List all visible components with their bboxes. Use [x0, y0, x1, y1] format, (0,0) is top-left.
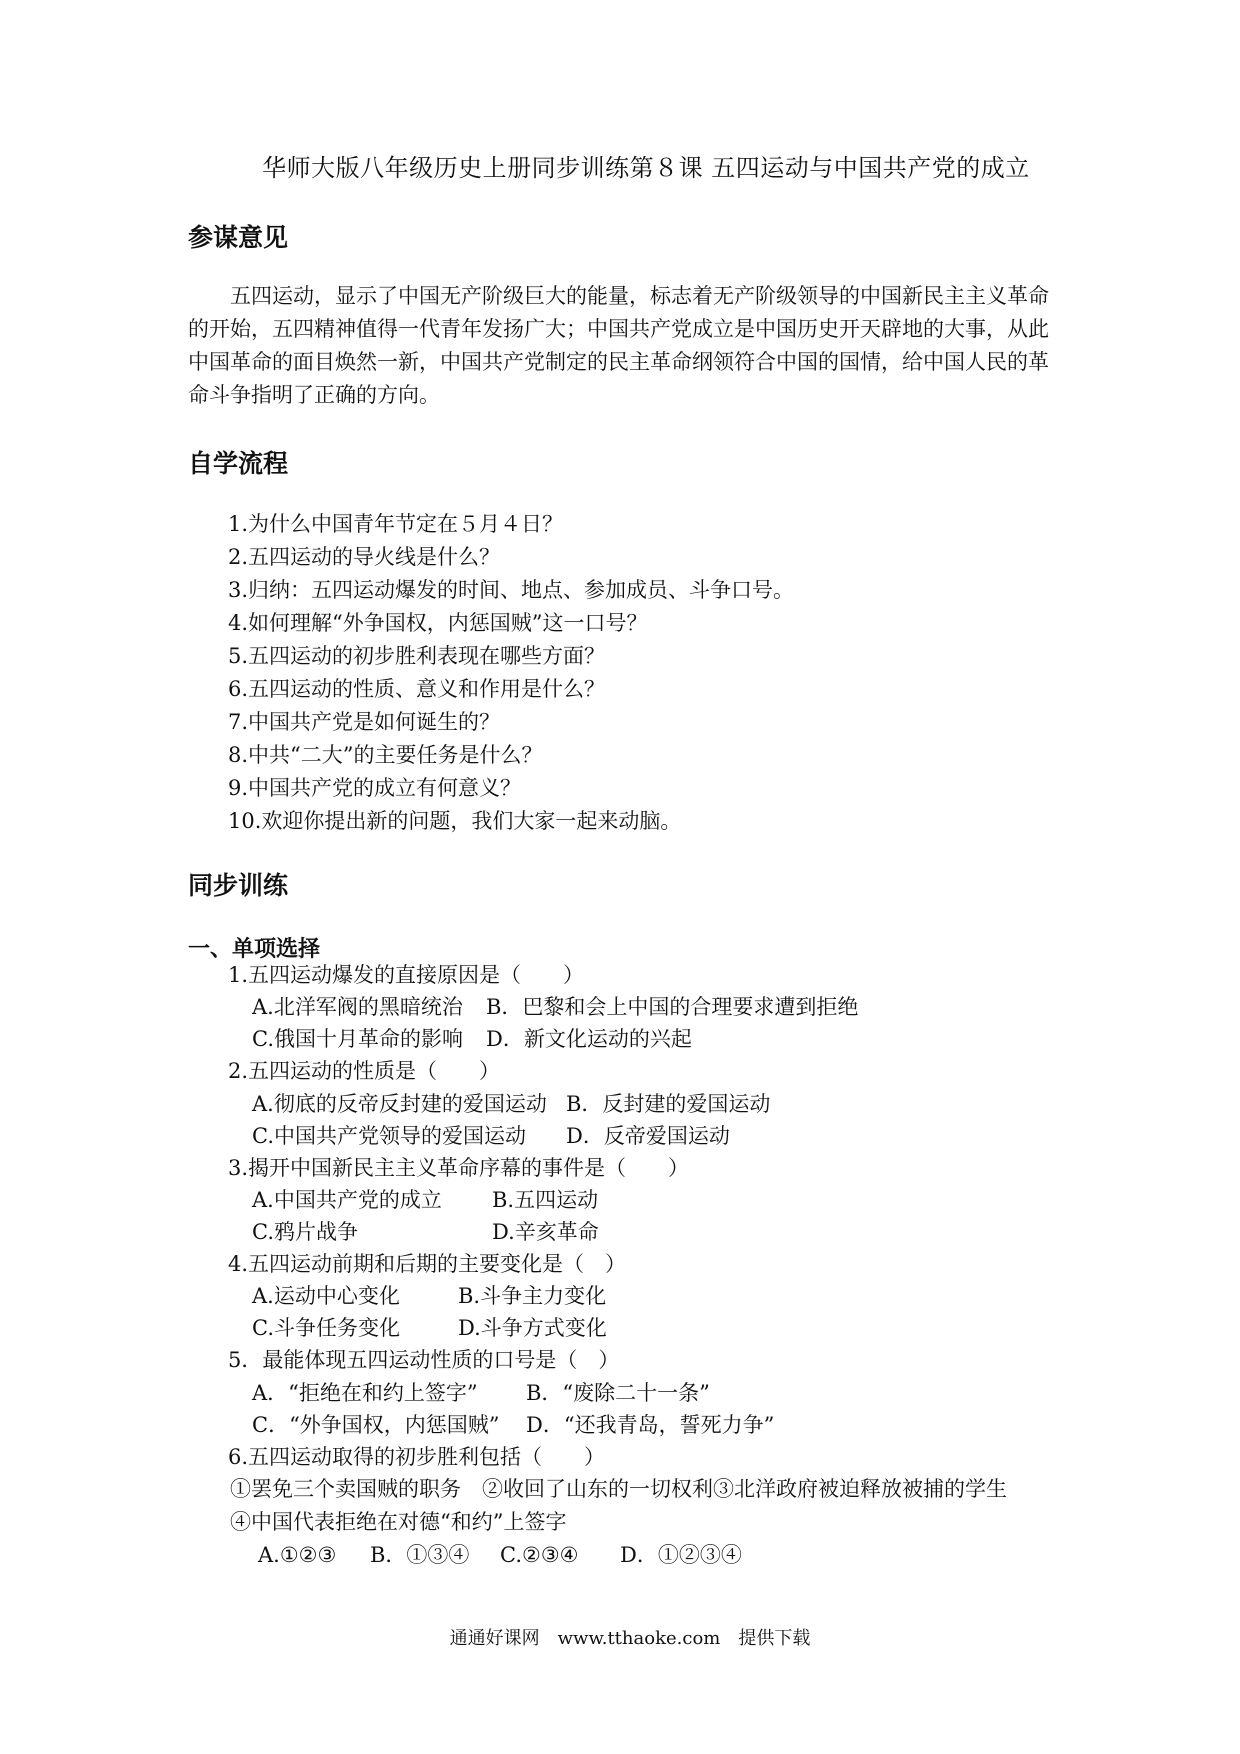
q6-option-a: A.①②③	[258, 1543, 337, 1567]
list-item: 8.中共“二大”的主要任务是什么？	[228, 743, 543, 767]
list-item: 1.为什么中国青年节定在５月４日？	[228, 512, 564, 536]
q3-option-a: A.中国共产党的成立	[252, 1188, 442, 1212]
q2-option-b: B．反封建的爱国运动	[566, 1092, 771, 1116]
q5-option-d: D．“还我青岛，誓死力争”	[526, 1413, 775, 1437]
q6-option-b: B．①③④	[370, 1543, 470, 1567]
list-item: 3.归纳：五四运动爆发的时间、地点、参加成员、斗争口号。	[228, 578, 795, 602]
q3-option-c: C.鸦片战争	[252, 1220, 358, 1244]
advice-paragraph: 五四运动，显示了中国无产阶级巨大的能量，标志着无产阶级领导的中国新民主主义革命的开始，五四精神值得一代青年发扬广大；中国共产党成立是中国历史开天辟地的大事，从此中国革命的面目焕然一新，中国共产党制定的民主革命纲领符合中国的国情，给中国人民的革命斗争指明了正确的方向。	[188, 284, 1049, 407]
q3-stem: 3.揭开中国新民主主义革命序幕的事件是（ ）	[228, 1156, 690, 1180]
q2-option-c: C.中国共产党领导的爱国运动	[252, 1124, 526, 1148]
section-heading-self-study: 自学流程	[188, 449, 289, 478]
self-study-list	[228, 508, 794, 838]
q6-option-c: C.②③④	[500, 1543, 579, 1567]
q1-option-a: A.北洋军阀的黑暗统治	[252, 995, 463, 1019]
list-item: 6.五四运动的性质、意义和作用是什么？	[228, 677, 606, 701]
q4-stem: 4.五四运动前期和后期的主要变化是（ ）	[228, 1252, 627, 1276]
q6-statement-line-2: ④中国代表拒绝在对德“和约”上签字	[230, 1510, 567, 1534]
q2-stem: 2.五四运动的性质是（ ）	[228, 1059, 501, 1083]
q6-option-d: D．①②③④	[620, 1543, 742, 1567]
q4-option-a: A.运动中心变化	[252, 1284, 400, 1308]
page-title: 华师大版八年级历史上册同步训练第８课 五四运动与中国共产党的成立	[262, 154, 1030, 182]
q6-statement-line-1: ①罢免三个卖国贼的职务 ②收回了山东的一切权利③北洋政府被迫释放被捕的学生	[230, 1477, 1007, 1501]
list-item: 7.中国共产党是如何诞生的？	[228, 710, 501, 734]
q5-option-c: C．“外争国权，内惩国贼”	[252, 1413, 500, 1437]
list-item: 10.欢迎你提出新的问题，我们大家一起来动脑。	[228, 809, 682, 833]
q4-option-c: C.斗争任务变化	[252, 1316, 400, 1340]
section-heading-practice: 同步训练	[188, 871, 289, 900]
list-item: 4.如何理解“外争国权，内惩国贼”这一口号？	[228, 611, 648, 635]
q6-stem: 6.五四运动取得的初步胜利包括（ ）	[228, 1445, 606, 1469]
q4-option-d: D.斗争方式变化	[458, 1316, 607, 1340]
list-item: 5.五四运动的初步胜利表现在哪些方面？	[228, 644, 606, 668]
q5-option-b: B．“废除二十一条”	[526, 1381, 710, 1405]
q2-option-d: D．反帝爱国运动	[566, 1124, 730, 1148]
q1-option-d: D．新文化运动的兴起	[486, 1027, 692, 1051]
sub-heading-single-choice: 一、单项选择	[188, 937, 321, 962]
section-heading-advice: 参谋意见	[188, 223, 289, 252]
q2-option-a: A.彻底的反帝反封建的爱国运动	[252, 1092, 547, 1116]
q3-option-d: D.辛亥革命	[492, 1220, 599, 1244]
list-item: 2.五四运动的导火线是什么？	[228, 545, 501, 569]
q1-option-c: C.俄国十月革命的影响	[252, 1027, 463, 1051]
page-footer: 通通好课网 www.tthaoke.com 提供下载	[449, 1628, 811, 1649]
list-item: 9.中国共产党的成立有何意义？	[228, 776, 522, 800]
q1-stem: 1.五四运动爆发的直接原因是（ ）	[228, 963, 585, 987]
q1-option-b: B．巴黎和会上中国的合理要求遭到拒绝	[486, 995, 859, 1019]
q4-option-b: B.斗争主力变化	[458, 1284, 607, 1308]
q5-stem: 5．最能体现五四运动性质的口号是（ ）	[228, 1348, 620, 1372]
q5-option-a: A．“拒绝在和约上签字”	[252, 1381, 478, 1405]
q3-option-b: B.五四运动	[492, 1188, 599, 1212]
